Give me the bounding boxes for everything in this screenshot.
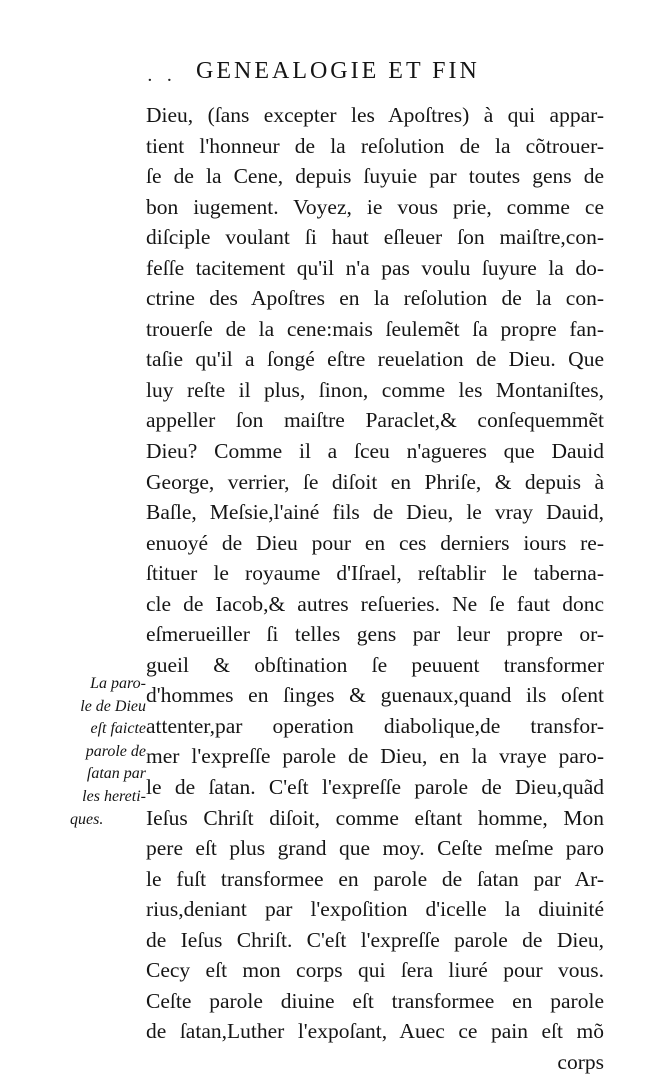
text-line: bon iugement. Voyez, ie vous prie, comme ce [146,194,604,219]
text-line: diſciple voulant ſi haut eſleuer ſon maiſtre,con- [146,225,604,250]
text-line: d'hommes en ſinges & guenaux,quand ils oſent [146,683,604,708]
text-line: enuoyé de Dieu pour en ces derniers iours re- [146,530,604,555]
text-line: le fuſt transformee en parole de ſatan par Ar- [146,866,604,891]
text-line: mer l'expreſſe parole de Dieu, en la vraye paro- [146,744,604,769]
text-line: rius,deniant par l'expoſition d'icelle la diuinité [146,897,604,922]
text-line: eſmerueiller ſi telles gens par leur propre or- [146,622,604,647]
text-line: George, verrier, ſe diſoit en Phriſe, & depuis à [146,469,604,494]
marginal-note-line: parole de [85,742,146,760]
body-text [146,100,604,1078]
text-line: feſſe tacitement qu'il n'a pas voulu ſuyure la do- [146,255,604,280]
text-line: Cecy eſt mon corps qui ſera liuré pour vous. [146,958,604,983]
marginal-note-line: les hereti- [82,787,146,805]
text-line: appeller ſon maiſtre Paraclet,& conſequemmẽt [146,408,604,433]
text-line: Baſle, Meſsie,l'ainé fils de Dieu, le vray Dauid, [146,500,604,525]
text-line: ctrine des Apoſtres en la reſolution de la con- [146,286,604,311]
text-line: Dieu? Comme il a ſceu n'agueres que Dauid [146,439,604,464]
text-line: luy reſte il plus, ſinon, comme les Montaniſtes, [146,377,604,402]
text-line: le de ſatan. C'eſt l'expreſſe parole de Dieu,quãd [146,775,604,800]
text-line: Ceſte parole diuine eſt transformee en parole [146,988,604,1013]
text-line: Dieu, (ſans excepter les Apoſtres) à qui appar- [146,103,604,127]
text-line: ſtituer le royaume d'Iſrael, reſtablir le taberna- [146,561,604,586]
running-head: GENEALOGIE ET FIN [196,58,480,84]
text-line: pere eſt plus grand que moy. Ceſte meſme paro [146,836,604,861]
catchword: corps [557,1049,604,1074]
text-line: ſe de la Cene, depuis ſuyuie par toutes gens de [146,164,604,189]
text-line: gueil & obſtination ſe peuuent transformer [146,652,604,677]
text-line: cle de Iacob,& autres reſueries. Ne ſe faut donc [146,591,604,616]
text-line: taſie qu'il a ſongé eſtre reuelation de Dieu. Que [146,347,604,372]
text-line: trouerſe de la cene:mais ſeulemẽt ſa propre fan- [146,316,604,341]
text-line: tient l'honneur de la reſolution de la cõtrouer- [146,133,604,158]
marginal-note [66,673,146,831]
marginal-note-line: eſt faicte [90,720,146,738]
text-line: Ieſus Chriſt diſoit, comme eſtant homme, Mon [146,805,604,830]
text-line: de Ieſus Chriſt. C'eſt l'expreſſe parole de Dieu, [146,927,604,952]
header-ornament: · · [147,70,177,91]
marginal-note-line: La paro- [90,675,146,692]
marginal-note-line: ſatan par [86,765,146,783]
marginal-note-line: le de Dieu [80,697,146,715]
text-line: de ſatan,Luther l'expoſant, Auec ce pain eſt mõ [146,1019,604,1044]
marginal-note-line: ques. [70,810,104,828]
text-line: attenter,par operation diabolique,de transfor- [146,713,604,738]
